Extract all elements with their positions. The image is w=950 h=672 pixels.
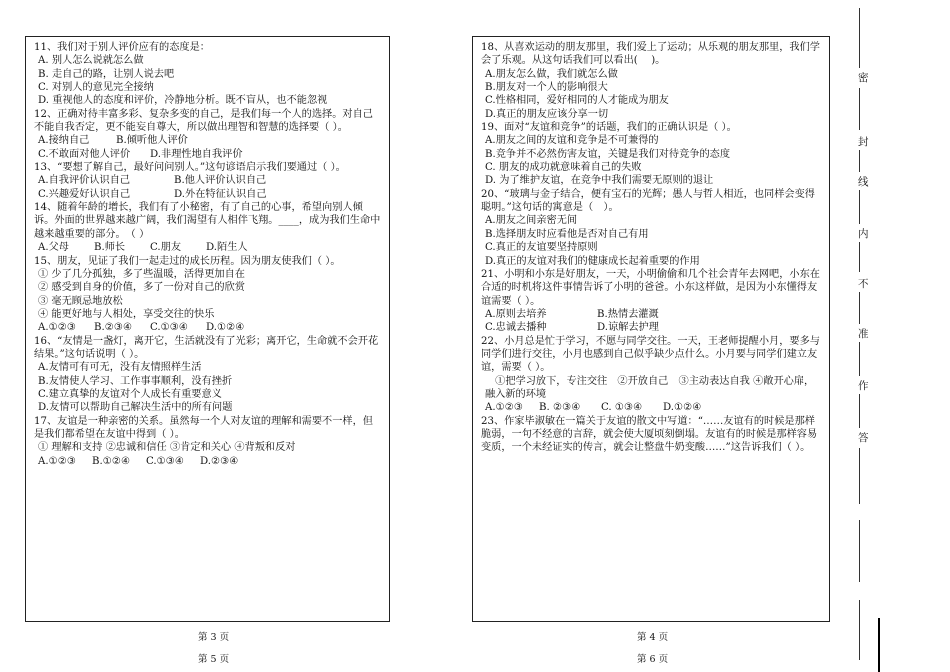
left-column bbox=[25, 36, 390, 622]
option-item: C.不敢面对他人评价 bbox=[38, 148, 131, 160]
option-item: A.①②③ bbox=[38, 322, 76, 334]
question-text: 11、我们对于别人评价应有的态度是： bbox=[34, 42, 210, 53]
option-item: C. 朋友的成功就意味着自己的失败 bbox=[485, 162, 642, 174]
question-text: 16、“友情是一盏灯，离开它，生活就没有了光彩；离开它，生命就不会开花结果。”这句话说明（ ）。 bbox=[34, 335, 379, 360]
option-item: C.朋友 bbox=[150, 242, 182, 254]
option-item: D. 为了维护友谊，在竞争中我们需要无原则的退让 bbox=[485, 175, 714, 187]
option-item: A. 别人怎么说就怎么做 bbox=[38, 55, 144, 67]
option-item: ①把学习放下，专注交往 ②开放自己 ③主动表达自我 ④敞开心扉，融入新的环境 bbox=[485, 375, 815, 400]
seal-char-8: 答 bbox=[858, 432, 869, 444]
seal-line-segment bbox=[859, 342, 860, 376]
seal-line-segment bbox=[859, 394, 860, 428]
question-text: 12、正确对待丰富多彩、复杂多变的自己，是我们每一个人的选择。对自己不能自我否定，更不能妄自尊大，所以做出理智和智慧的选择要（ ）。 bbox=[34, 108, 373, 134]
option-item: ① 理解和支持 ②忠诚和信任 ③肯定和关心 ④背叛和反对 bbox=[38, 442, 296, 454]
option-item: B.①②④ bbox=[92, 455, 131, 467]
page-number-3: 第 3 页 bbox=[198, 632, 230, 643]
option-item: D.①②④ bbox=[663, 402, 702, 414]
option-row bbox=[34, 455, 383, 468]
seal-line-segment bbox=[859, 600, 860, 660]
question-text: 20、“玻璃与金子结合，便有宝石的光辉；愚人与哲人相近，也同样会变得聪明。”这句话的寓意是（ ）。 bbox=[481, 188, 815, 214]
option-row bbox=[34, 148, 383, 161]
page-number-6: 第 6 页 bbox=[637, 654, 669, 665]
option-item: ④ 能更好地与人相处，享受交往的快乐 bbox=[38, 308, 215, 320]
seal-char-4: 内 bbox=[858, 228, 869, 240]
question-text: 17、友谊是一种亲密的关系。虽然每一个人对友谊的理解和需要不一样，但是我们都希望在友谊中得到（ ）。 bbox=[34, 415, 373, 440]
option-item: D.陌生人 bbox=[206, 242, 248, 254]
option-item: C.兴趣爱好认识自己 bbox=[38, 188, 131, 200]
seal-line-segment bbox=[859, 190, 860, 224]
question-text: 15、朋友，见证了我们一起走过的成长历程。因为朋友使我们（ ）。 bbox=[34, 255, 341, 267]
option-item: A.朋友之间的友谊和竞争是不可兼得的 bbox=[485, 135, 659, 147]
option-item: C. ①③④ bbox=[601, 402, 643, 414]
option-item: A.原则去培养 bbox=[485, 308, 547, 320]
option-item: D.真正的朋友应该分享一切 bbox=[485, 108, 609, 120]
option-row bbox=[34, 134, 383, 147]
option-item: D. 重视他人的态度和评价，冷静地分析。既不盲从，也不能忽视 bbox=[38, 95, 328, 107]
question-text: 21、小明和小东是好朋友，一天，小明偷偷和几个社会青年去网吧，小东在合适的时机将这件事情告诉了小明的爸爸。小东这样做，是因为小东懂得友谊需要（ ）。 bbox=[481, 268, 820, 307]
option-item: B.竞争并不必然伤害友谊，关键是我们对待竞争的态度 bbox=[485, 148, 731, 160]
option-item: D.①②④ bbox=[206, 322, 245, 334]
seal-line-segment bbox=[859, 242, 860, 272]
question-text: 18、从喜欢运动的朋友那里，我们爱上了运动；从乐观的朋友那里，我们学会了乐观。从这句话我们可以看出( )。 bbox=[481, 42, 820, 67]
seal-line-segment bbox=[859, 88, 860, 130]
seal-line-segment bbox=[859, 520, 860, 582]
option-item: D.友情可以帮助自己解决生活中的所有问题 bbox=[38, 402, 233, 414]
option-item: B.热情去灌溉 bbox=[597, 308, 659, 320]
option-item: D.非理性地自我评价 bbox=[150, 148, 243, 160]
option-item: C.真正的友谊要坚持原则 bbox=[485, 242, 598, 254]
seal-char-6: 准 bbox=[858, 328, 869, 340]
page-number-5: 第 5 页 bbox=[198, 654, 230, 665]
question-text: 13、“要想了解自己，最好问问别人。”这句谚语启示我们要通过（ ）。 bbox=[34, 162, 346, 174]
option-row bbox=[481, 401, 823, 414]
option-item: ③ 毫无顾忌地放松 bbox=[38, 295, 123, 307]
option-item: C.建立真挚的友谊对个人成长有重要意义 bbox=[38, 388, 222, 400]
option-item: D.谅解去护理 bbox=[597, 322, 659, 334]
option-item: D.外在特征认识自己 bbox=[174, 188, 267, 200]
option-item: A.①②③ bbox=[485, 402, 523, 414]
option-item: D.②③④ bbox=[200, 455, 239, 467]
option-item: A.接纳自己 bbox=[38, 135, 90, 147]
option-item: A.朋友怎么做，我们就怎么做 bbox=[485, 68, 618, 80]
page-number-4: 第 4 页 bbox=[637, 632, 669, 643]
option-row bbox=[34, 241, 383, 254]
option-row bbox=[34, 321, 383, 334]
option-item: B.②③④ bbox=[94, 322, 133, 334]
seal-char-3: 线 bbox=[858, 176, 869, 188]
option-row bbox=[34, 174, 383, 187]
seal-char-2: 封 bbox=[858, 136, 869, 148]
option-row bbox=[481, 308, 823, 321]
seal-line-segment bbox=[859, 8, 860, 68]
question-text: 14、随着年龄的增长，我们有了小秘密，有了自己的心事，希望向别人倾诉。外面的世界越来越广阔，我们渴望有人相伴飞翔。____，成为我们生命中越来越重要的部分。 （ ） bbox=[34, 202, 381, 240]
seal-line-segment bbox=[859, 292, 860, 324]
option-item: C.①③④ bbox=[150, 322, 189, 334]
option-item: C.忠诚去播种 bbox=[485, 322, 547, 334]
option-item: B. ②③④ bbox=[539, 402, 581, 414]
option-item: A.友情可有可无，没有友情照样生活 bbox=[38, 362, 202, 374]
seal-line-segment bbox=[859, 150, 860, 172]
option-item: D.真正的友谊对我们的健康成长起着重要的作用 bbox=[485, 255, 700, 267]
seal-line-segment bbox=[859, 448, 860, 504]
question-text: 23、作家毕淑敏在一篇关于友谊的散文中写道：“……友谊有的时候是那样脆弱，一句不经意的言辞，就会使大厦顷刻倒塌。友谊有的时候是那样容易变质，一个未经证实的传言，就会让整盘牛奶变酸……”这告诉我们（ ）。 bbox=[481, 415, 818, 454]
option-item: ① 少了几分孤独，多了些温暖，活得更加自在 bbox=[38, 268, 245, 280]
option-item: C. 对别人的意见完全接纳 bbox=[38, 82, 154, 94]
option-item: B. 走自己的路，让别人说去吧 bbox=[38, 68, 175, 80]
right-column bbox=[472, 36, 830, 622]
seal-char-1: 密 bbox=[858, 72, 869, 84]
option-item: B.他人评价认识自己 bbox=[174, 175, 267, 187]
option-item: A.①②③ bbox=[38, 455, 76, 467]
option-row bbox=[481, 321, 823, 334]
seal-char-7: 作 bbox=[858, 380, 869, 392]
option-item: ② 感受到自身的价值，多了一份对自己的欣赏 bbox=[38, 282, 245, 294]
option-item: A.自我评价认识自己 bbox=[38, 175, 131, 187]
option-row bbox=[34, 188, 383, 201]
option-item: B.选择朋友时应看他是否对自己有用 bbox=[485, 228, 649, 240]
question-text: 22、小月总是忙于学习，不愿与同学交往。一天，王老师提醒小月，要多与同学们进行交往，小月也感到自己似乎缺少点什么。小月要与同学们建立友谊，需要（ ）。 bbox=[481, 335, 820, 374]
option-item: C.性格相同，爱好相同的人才能成为朋友 bbox=[485, 95, 669, 107]
option-item: A.父母 bbox=[38, 242, 69, 254]
option-item: B.友情使人学习、工作事事顺利，没有挫折 bbox=[38, 375, 233, 387]
option-item: B.师长 bbox=[94, 242, 126, 254]
seal-char-5: 不 bbox=[858, 278, 869, 290]
binding-edge-line bbox=[878, 618, 880, 672]
option-item: B.朋友对一个人的影响很大 bbox=[485, 82, 608, 94]
option-item: B.倾听他人评价 bbox=[116, 135, 188, 147]
option-item: C.①③④ bbox=[146, 455, 185, 467]
question-text: 19、面对“友谊和竞争”的话题，我们的正确认识是（ ）。 bbox=[481, 122, 737, 134]
option-item: A.朋友之间亲密无间 bbox=[485, 215, 578, 227]
